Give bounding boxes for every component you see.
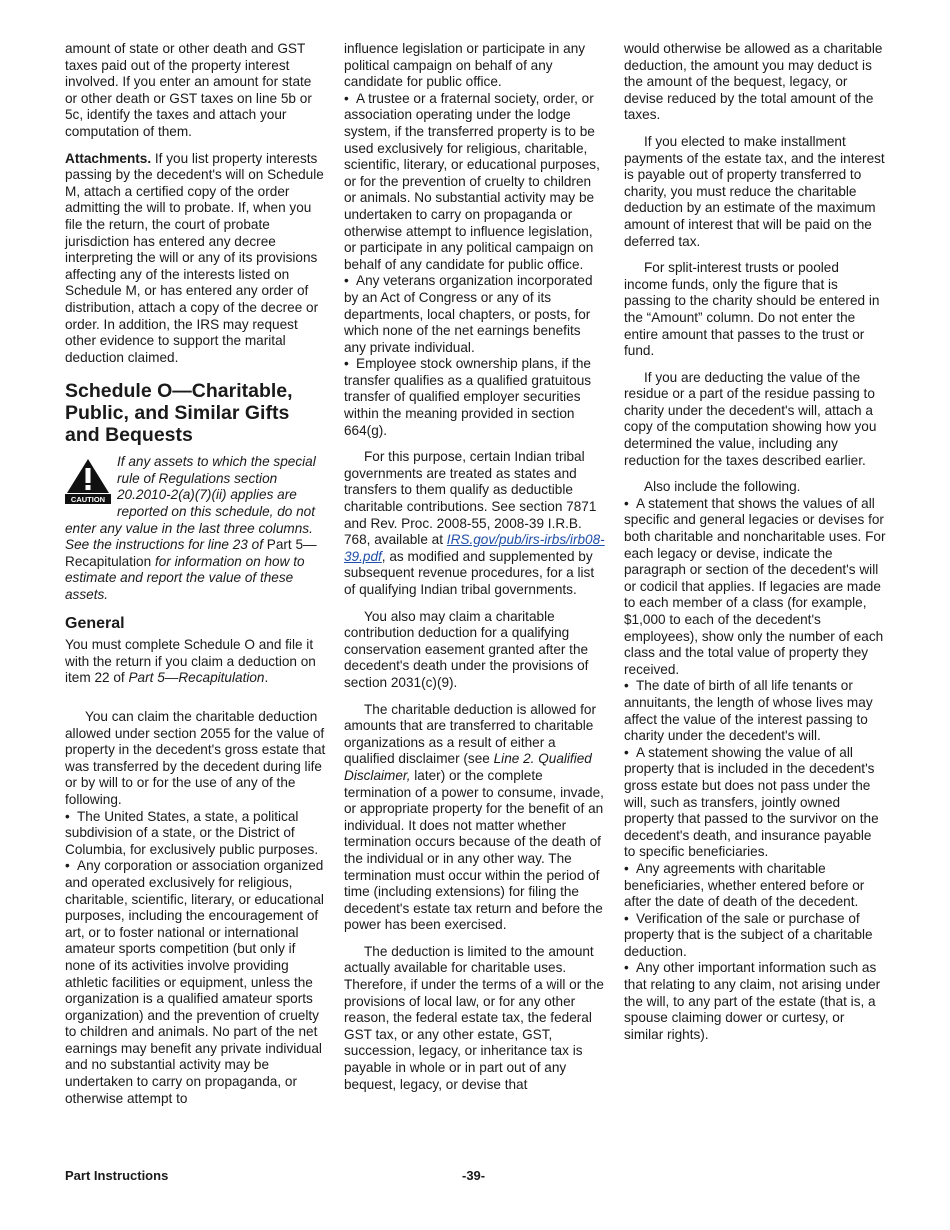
paragraph-continued: would otherwise be allowed as a charitable deduction, the amount you may deduct is the amount of the bequest, legacy, or devise reduced by the total amount of the taxes. <box>624 41 883 123</box>
paragraph-continued: influence legislation or participate in any political campaign on behalf of any candidate for public office. <box>344 41 586 90</box>
allowed-text-a: The charitable deduction is allowed for amounts that are transferred to charitable organizations as a result of either a qualified disclaimer (see <box>344 701 596 767</box>
irs-pub-link[interactable]: IRS.gov/pub/irs-irbs/irb08-39.pdf <box>344 532 605 564</box>
tribal-text-a: For this purpose, certain Indian tribal governments are treated as states and transfers to them qualify as deductible charitable contributions. See section 7871 and Rev. Proc. 2008-55, 2008-39 I.R.B. 768, available at <box>344 449 597 548</box>
list-item: • Employee stock ownership plans, if the transfer qualifies as a qualified gratuitous transfer of qualified employer securities within the meaning provided in section 664(g). <box>344 356 592 438</box>
list-item: • Any other important information such as that relating to any claim, not arising under the will, to any part of the estate (that is, a spouse claiming dower or curtesy, or similar rights). <box>624 960 881 1042</box>
paragraph-also-include: Also include the following. <box>644 479 801 495</box>
list-item-text: A trustee or a fraternal society, order, or association operating under the lodge system, if the transferred property is to be used exclusively for religious, charitable, scientific, literary, or educational purposes, or for the prevention of cruelty to children or animals. No substantial activity may be undertaken to carry on propaganda or otherwise attempt to influence legislation, or participate in any political campaign on behalf of any candidate for public office. <box>344 90 600 272</box>
list-item: • The date of birth of all life tenants or annuitants, the length of whose lives may affect the value of the interest passing to charity under the decedent's will. <box>624 678 873 744</box>
list-item: • Any veterans organization incorporated by an Act of Congress or any of its departments, local chapters, or posts, for which none of the net earnings benefits any private individual. <box>344 273 593 355</box>
caution-text-ref: Part 5—Recapitulation <box>65 537 317 569</box>
attachments-label: Attachments. <box>65 150 152 166</box>
paragraph-attachments <box>65 151 327 367</box>
paragraph-installment: If you elected to make installment payments of the estate tax, and the interest is payable out of property transferred to charity, you must reduce the charitable deduction by an estimate of the maximum amount of interest that will be paid on the deferred tax. <box>624 133 885 249</box>
list-item-text: Any veterans organization incorporated by an Act of Congress or any of its departments, local chapters, or posts, for which none of the net earnings benefits any private individual. <box>344 273 593 355</box>
general-text-c: . <box>264 670 269 686</box>
general-heading: General <box>65 614 125 632</box>
column-1 <box>65 41 327 1107</box>
attachments-text: If you list property interests passing by the decedent's will on Schedule M, attach a certified copy of the order admitting the will to probate. If, when you file the return, the court of probate jurisdiction has entered any decree interpreting the will or any of its provisions affecting any of the interests listed on Schedule M, or has entered any order of distribution, attach a copy of the decree or order. In addition, the IRS may request other evidence to support the marital deduction claimed. <box>65 150 324 365</box>
list-item-text: A statement that shows the values of all specific and general legacies or devises for both charitable and noncharitable uses. For each legacy or devise, indicate the paragraph or section of the decedent's will or codicil that applies. If legacies are made to each member of a class (for example, $1,000 to each of the decedent's employees), show only the number of each class and the total value of property they received. <box>624 495 886 677</box>
paragraph-tribal <box>344 449 606 598</box>
caution-box <box>65 454 327 603</box>
list-item-text: A statement showing the value of all property that is included in the decedent's gross estate but does not pass under the will, such as transfers, jointly owned property that passed to the survivor on the decedent's death, and insurance payable to specific beneficiaries. <box>624 744 879 860</box>
list-item: • A statement showing the value of all property that is included in the decedent's gross estate but does not pass under the will, such as transfers, jointly owned property that passed to the survivor on the decedent's death, and insurance payable to specific beneficiaries. <box>624 744 879 860</box>
list-item-text: Any corporation or association organized and operated exclusively for religious, charitable, scientific, literary, or educational purposes, including the encouragement of art, or to foster national or international amateur sports competition (but only if none of its activities involve providing athletic facilities or equipment, unless the organization is a qualified amateur sports organization) and the prevention of cruelty to children and animals. No part of the net earnings may benefit any private individual and no substantial activity may be undertaken to carry on propaganda, or otherwise attempt to <box>65 858 324 1106</box>
list-item-text: The date of birth of all life tenants or annuitants, the length of whose lives may affect the value of the interest passing to charity under the decedent's will. <box>624 678 873 744</box>
allowed-text-b: later) or the complete termination of a power to consume, invade, or appropriate property for the benefit of an individual. It does not matter whether termination occurs because of the death of the individual or in any other way. The termination must occur within the period of time (including extensions) for filing the decedent's estate tax return and before the power has been exercised. <box>344 767 604 933</box>
paragraph-allowed <box>344 702 606 934</box>
caution-icon-label: CAUTION <box>70 495 106 505</box>
paragraph-limited: The deduction is limited to the amount actually available for charitable uses. Therefore, if under the terms of a will or the provisions of local law, or for any other reason, the federal estate tax, the federal GST tax, or any other estate, GST, succession, legacy, or inheritance tax is payable in whole or in part out of any bequest, legacy, or devise that <box>344 943 604 1092</box>
paragraph-residue: If you are deducting the value of the residue or a part of the residue passing to charity under the decedent's will, attach a copy of the computation showing how you determined the value, including any reduction for the taxes described earlier. <box>624 369 877 468</box>
paragraph-easement: You also may claim a charitable contribution deduction for a qualifying conservation easement granted after the decedent's death under the provisions of section 2031(c)(9). <box>344 608 589 690</box>
paragraph-death-taxes: amount of state or other death and GST taxes paid out of the property interest involved. If you enter an amount for state or other death or GST taxes on line 5b or 5c, identify the taxes and attach your computation of them. <box>65 41 312 139</box>
general-text-ref: Part 5—Recapitulation <box>128 670 265 686</box>
column-2 <box>344 41 606 1103</box>
list-item: • A trustee or a fraternal society, order, or association operating under the lodge system, if the transferred property is to be used exclusively for religious, charitable, scientific, literary, or educational purposes, or for the prevention of cruelty to children or animals. No substantial activity may be undertaken to carry on propaganda or otherwise attempt to influence legislation, or participate in any political campaign on behalf of any candidate for public office. <box>344 90 600 272</box>
paragraph-general <box>65 637 327 687</box>
list-item: • The United States, a state, a political subdivision of a state, or the District of Columbia, for exclusively public purposes. <box>65 808 319 857</box>
allowed-text-ref: Line 2. Qualified Disclaimer, <box>344 751 592 783</box>
list-item-text: Any agreements with charitable beneficiaries, whether entered before or after the date of death of the decedent. <box>624 860 865 910</box>
list-item: • A statement that shows the values of all specific and general legacies or devises for both charitable and noncharitable uses. For each legacy or devise, indicate the paragraph or section of the decedent's will or codicil that applies. If legacies are made to each member of a class (for example, $1,000 to each of the decedent's employees), show only the number of each class and the total value of property they received. <box>624 495 886 677</box>
caution-text-a: If any assets to which the special rule of Regulations section 20.2010-2(a)(7)(ii) applies are reported on this schedule, do not enter any value in the last three columns. See the instructions for line 23 of <box>65 454 316 553</box>
footer-section-label: Part Instructions <box>65 1168 169 1183</box>
column-3 <box>624 41 886 1043</box>
list-item-text: Any other important information such as that relating to any claim, not arising under the will, to any part of the estate (that is, a spouse claiming dower or curtesy, or similar rights). <box>624 960 881 1042</box>
paragraph-claim: You can claim the charitable deduction allowed under section 2055 for the value of property in the decedent's gross estate that was transferred by the decedent during life or by will to or for the use of any of the following. <box>65 709 326 807</box>
list-item: • Verification of the sale or purchase of property that is the subject of a charitable deduction. <box>624 910 873 959</box>
tribal-text-b: , as modified and supplemented by subsequent revenue procedures, for a list of qualifying Indian tribal governments. <box>344 548 595 597</box>
list-item-text: Verification of the sale or purchase of property that is the subject of a charitable deduction. <box>624 910 873 959</box>
caution-icon <box>65 457 111 505</box>
general-text-a: You must complete Schedule O and file it with the return if you claim a deduction on item 22 of <box>65 637 316 686</box>
caution-text-c: for information on how to estimate and report the value of these assets. <box>65 553 305 603</box>
page-number: -39- <box>462 1168 486 1183</box>
list-item-text: Employee stock ownership plans, if the transfer qualifies as a qualified gratuitous transfer of qualified employer securities within the meaning provided in section 664(g). <box>344 356 592 438</box>
paragraph-split-interest: For split-interest trusts or pooled income funds, only the figure that is passing to the charity should be entered in the “Amount” column. Do not enter the entire amount that passes to the trust or fund. <box>624 260 880 359</box>
list-item: • Any corporation or association organized and operated exclusively for religious, charitable, scientific, literary, or educational purposes, including the encouragement of art, or to foster national or international amateur sports competition (but only if none of its activities involve providing athletic facilities or equipment, unless the organization is a qualified amateur sports organization) and the prevention of cruelty to children and animals. No part of the net earnings may benefit any private individual and no substantial activity may be undertaken to carry on propaganda, or otherwise attempt to <box>65 858 324 1106</box>
list-item-text: The United States, a state, a political subdivision of a state, or the District of Columbia, for exclusively public purposes. <box>65 808 319 857</box>
list-item: • Any agreements with charitable beneficiaries, whether entered before or after the date of death of the decedent. <box>624 860 865 910</box>
section-title: Schedule O—Charitable, Public, and Similar Gifts and Bequests <box>65 380 293 447</box>
